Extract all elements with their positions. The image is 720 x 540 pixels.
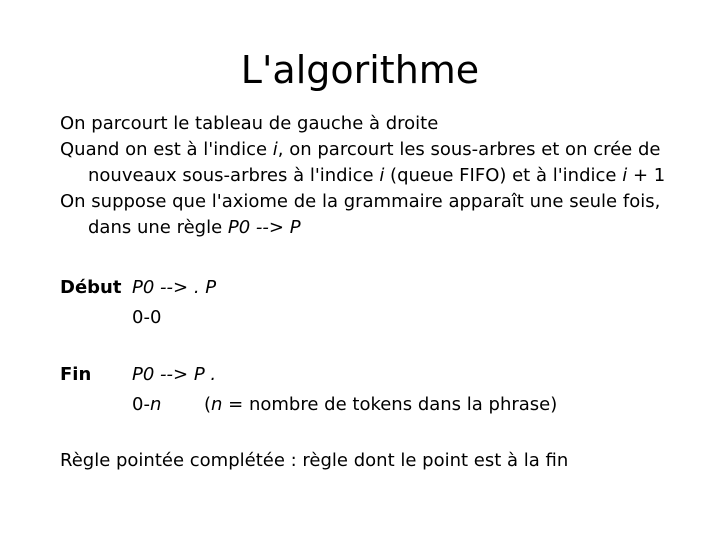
bullet-3 [60, 189, 680, 241]
fin-note [204, 392, 557, 418]
bullet-2 [60, 137, 680, 189]
fin-label: Fin [60, 364, 92, 385]
fin-position [132, 392, 161, 418]
debut-label: Début [60, 277, 122, 298]
fin-note-open: ( [204, 394, 212, 415]
debut-position: 0-0 [132, 307, 162, 328]
index-var-i: i [622, 165, 628, 186]
bullet-2-text-a: Quand on est à l'indice [60, 139, 273, 160]
bullet-2-text-d: + 1 [627, 165, 666, 186]
slide-title: L'algorithme [240, 48, 480, 92]
bullet-list [60, 111, 680, 241]
debut-row [60, 275, 680, 335]
fin-note-rest: = nombre de tokens dans la phrase) [222, 394, 558, 415]
debut-rule: P0 --> . P [132, 277, 217, 298]
bullet-2-text-b: , on parcourt les sous-arbres et on crée de nouveaux sous-arbres à l'indice [88, 139, 661, 186]
bullet-1: On parcourt le tableau de gauche à droite [60, 113, 439, 134]
bullet-3-text: On suppose que l'axiome de la grammaire apparaît une seule fois, dans une règle [60, 191, 661, 238]
index-var-i: i [272, 139, 278, 160]
completed-rule-definition: Règle pointée complétée : règle dont le point est à la fin [60, 450, 569, 471]
axiom-rule: P0 --> P [227, 217, 301, 238]
fin-rule: P0 --> P . [132, 364, 217, 385]
fin-row [60, 362, 680, 422]
fin-position-prefix: 0- [132, 394, 150, 415]
bullet-2-text-c: (queue FIFO) et à l'indice [384, 165, 623, 186]
fin-note-var: n [211, 394, 223, 415]
index-var-i: i [379, 165, 385, 186]
fin-position-var: n [149, 394, 162, 415]
